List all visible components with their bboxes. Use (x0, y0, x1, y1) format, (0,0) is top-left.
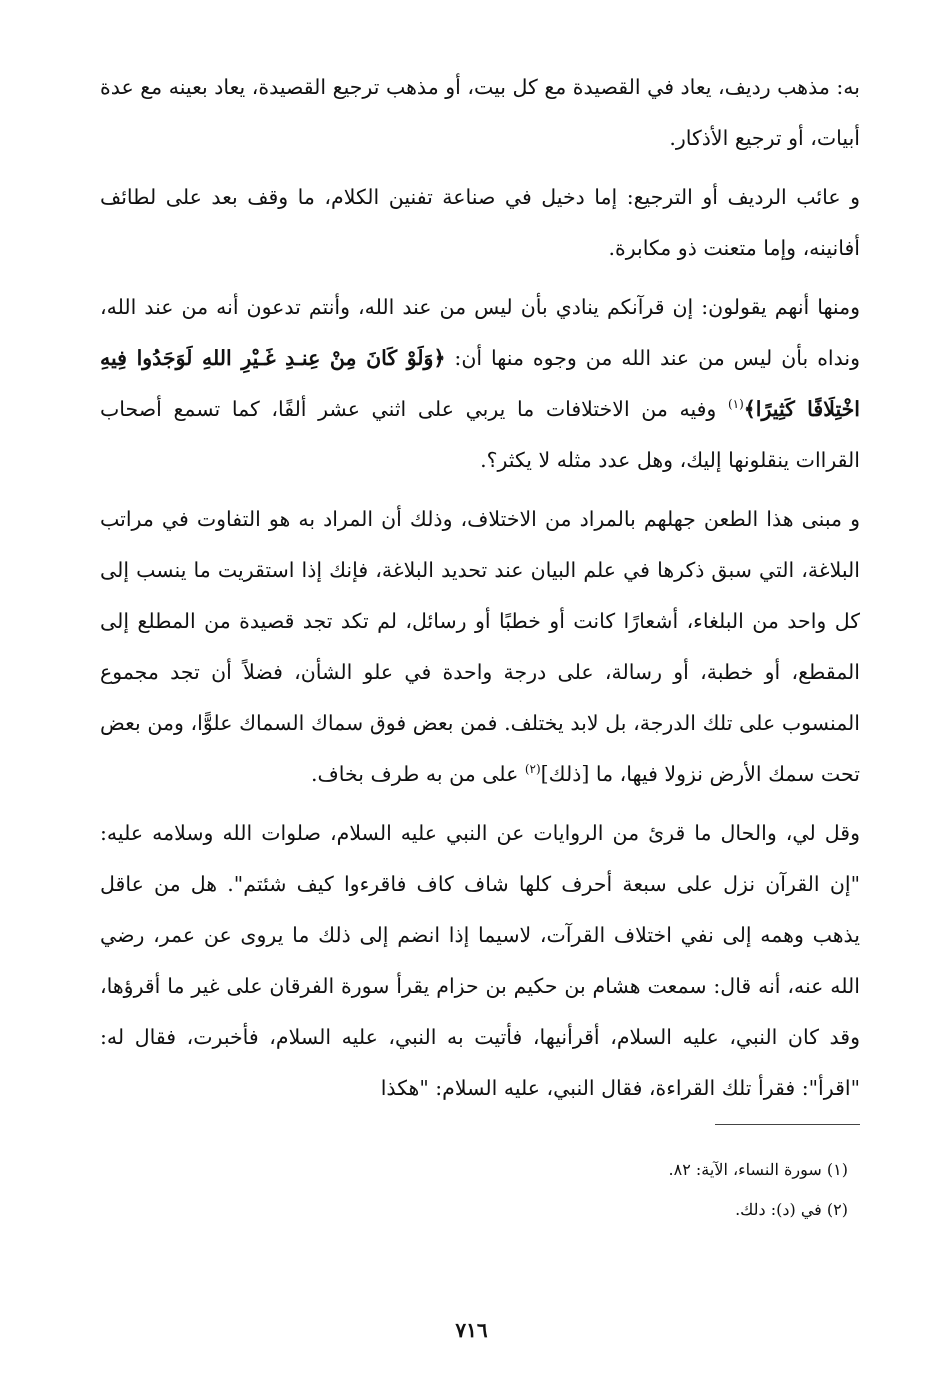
paragraph-5: وقل لي، والحال ما قرئ من الروايات عن النبي عليه السلام، صلوات الله وسلامه عليه: "إن القرآن نزل على سبعة أحرف كلها شاف كاف فاقرءوا كيف شئتم". هل من عاقل يذهب وهمه إلى نفي اختلاف القرآت، لاسيما إذا انضم إلى ذلك ما يروى عن عمر، رضي الله عنه، أنه قال: سمعت هشام بن حكيم بن حزام يقرأ سورة الفرقان على غير ما أقرؤها، وقد كان النبي، عليه السلام، أقرأنيها، فأتيت به النبي، عليه السلام، فأخبرت، فقال له: "اقرأ": فقرأ تلك القراءة، فقال النبي، عليه السلام: "هكذا (100, 821, 860, 1100)
footnote-2: (٢) في (د): دلك. (735, 1200, 848, 1219)
paragraph-4-main: و مبنى هذا الطعن جهلهم بالمراد من الاختلاف، وذلك أن المراد به هو التفاوت في مراتب البلاغة، التي سبق ذكرها في علم البيان عند تحديد البلاغة، فإنك إذا استقريت ما ينسب إلى كل واحد من البلغاء، أشعارًا كانت أو خطبًا أو رسائل، لم تكد تجد قصيدة من المطلع إلى المقطع، أو خطبة، أو رسالة، على درجة واحدة في علو الشأن، فضلاً أن تجد مجموع المنسوب على تلك الدرجة، بل لابد يختلف. فمن بعض فوق سماك السماك علوًّا، ومن بعض تحت سمك الأرض نزولا فيها، ما [ذلك] (100, 507, 860, 786)
paragraph-4-end: على من به طرف بخاف. (311, 762, 525, 786)
paragraph-3-intro: ومنها أنهم يقولون: إن قرآنكم ينادي بأن ليس من عند الله، وأنتم تدعون أنه من عند الله، ونداه بأن ليس من عند الله من وجوه منها أن: (100, 295, 860, 370)
quran-verse: ﴿وَلَوْ كَانَ مِنْ عِنـدِ غَـيْرِ اللهِ لَوَجَدُوا فِيهِ اخْتِلَافًا كَثِيرًا﴾ (100, 346, 860, 421)
footnote-ref-2: (٢) (524, 762, 541, 777)
paragraph-3 (100, 282, 860, 486)
paragraph-2: و عائب الرديف أو الترجيع: إما دخيل في صناعة تفنين الكلام، ما وقف بعد على لطائف أفانينه، وإما متعنت ذو مكابرة. (100, 185, 860, 260)
footnote-1: (١) سورة النساء، الآية: ٨٢. (668, 1160, 848, 1179)
footnotes (248, 1150, 848, 1230)
paragraph-1: به: مذهب رديف، يعاد في القصيدة مع كل بيت، أو مذهب ترجيع القصيدة، يعاد بعينه مع عدة أبيات، أو ترجيع الأذكار. (100, 75, 860, 150)
paragraph-4 (100, 494, 860, 800)
paragraph-3-rest: وفيه من الاختلافات ما يربي على اثني عشر ألفًا، كما تسمع أصحاب القراات ينقلونها إليك، وهل عدد مثله لا يكثر؟. (100, 397, 860, 472)
page-body (100, 62, 860, 1122)
page-number: ٧١٦ (455, 1318, 488, 1342)
footnote-divider (715, 1124, 860, 1125)
footnote-ref-1: (١) (727, 397, 744, 412)
